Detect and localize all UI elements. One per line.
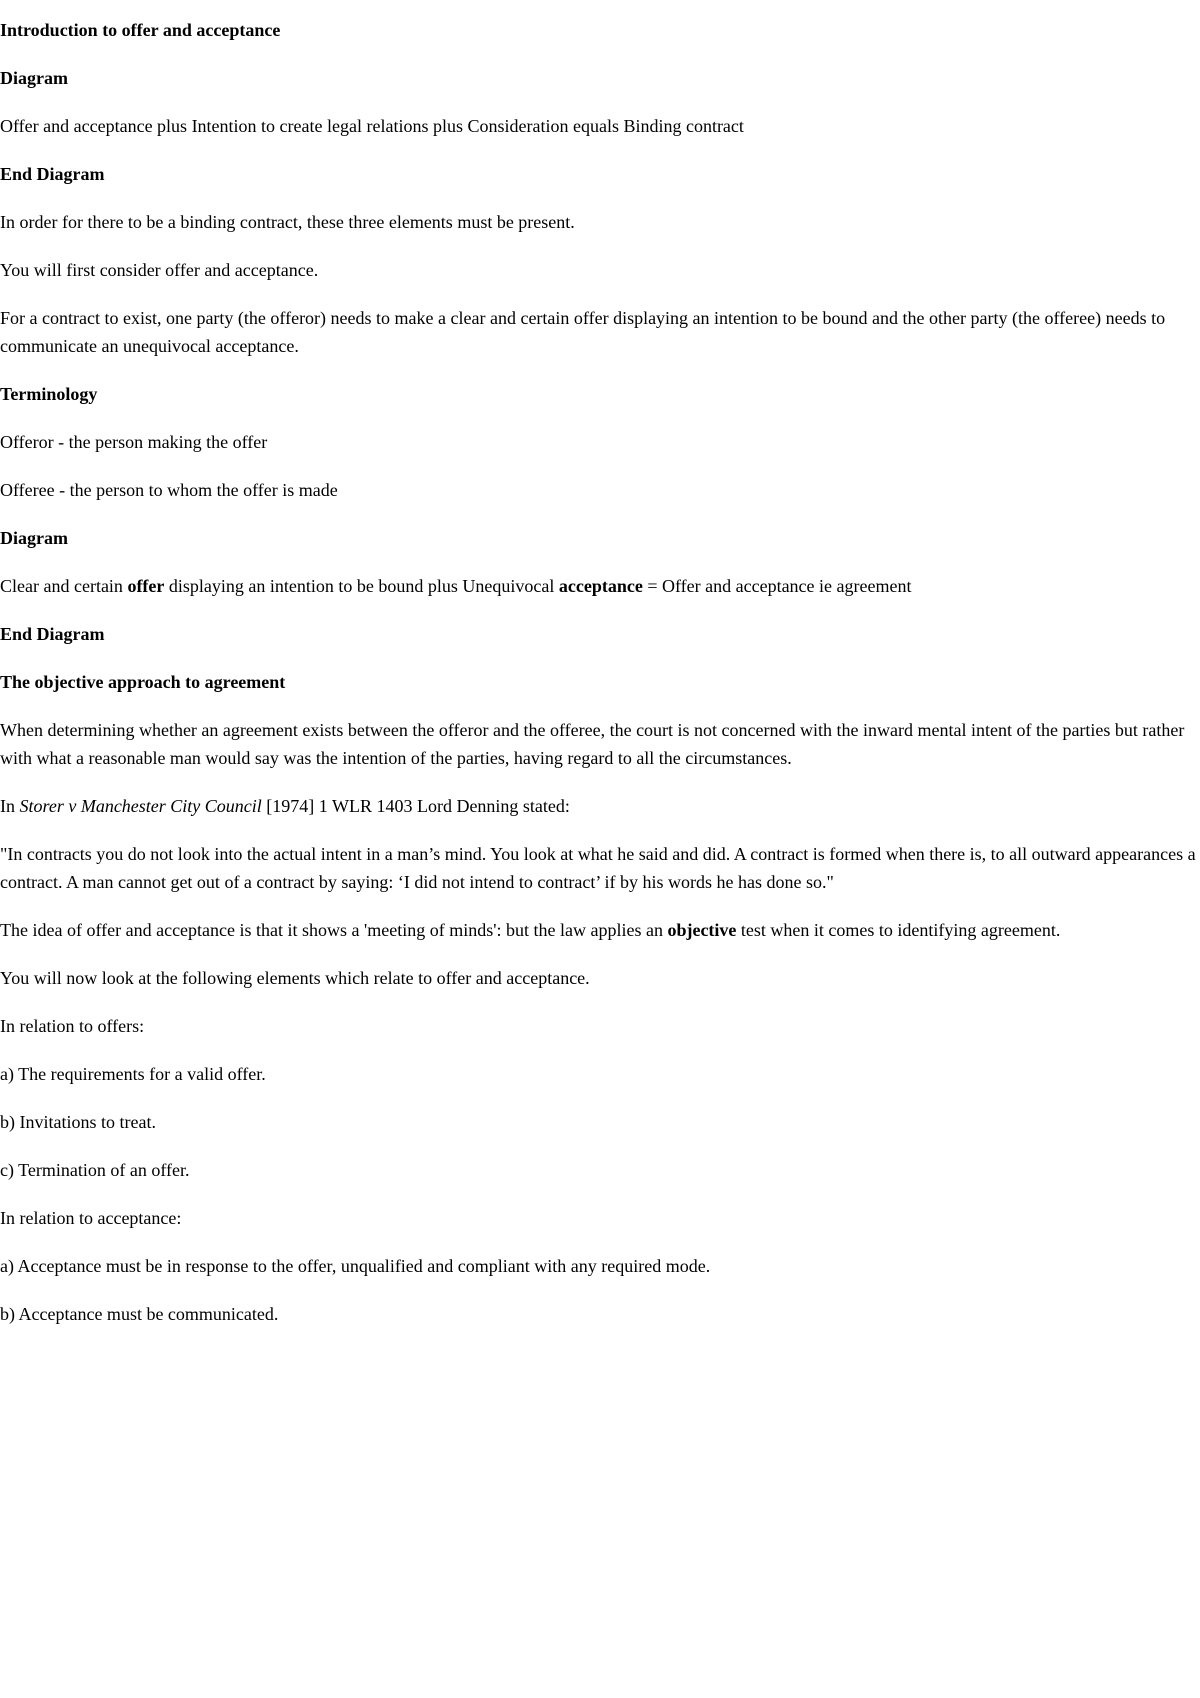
case-prefix: In [0, 796, 20, 816]
paragraph: You will now look at the following elements which relate to offer and acceptance. [0, 968, 590, 988]
list-item: b) Acceptance must be communicated. [0, 1304, 279, 1324]
terminology-heading: Terminology [0, 384, 98, 404]
case-citation [0, 792, 1200, 820]
diagram-text-part: displaying an intention to be bound plus Unequivocal [164, 576, 559, 596]
diagram-text-bold: offer [127, 576, 165, 596]
paragraph [0, 916, 1200, 944]
diagram-label-end: End Diagram [0, 164, 105, 184]
list-item: c) Termination of an offer. [0, 1160, 190, 1180]
terminology-offeree: Offeree - the person to whom the offer is made [0, 480, 338, 500]
offers-intro: In relation to offers: [0, 1016, 145, 1036]
case-suffix: [1974] 1 WLR 1403 Lord Denning stated: [261, 796, 570, 816]
paragraph: In order for there to be a binding contract, these three elements must be present. [0, 212, 575, 232]
terminology-offeror: Offeror - the person making the offer [0, 432, 268, 452]
diagram-label-end: End Diagram [0, 624, 105, 644]
acceptance-intro: In relation to acceptance: [0, 1208, 182, 1228]
text-part: test when it comes to identifying agreement. [736, 920, 1061, 940]
text-part: The idea of offer and acceptance is that it shows a 'meeting of minds': but the law applies an [0, 920, 668, 940]
diagram-text [0, 572, 1200, 600]
section-heading: The objective approach to agreement [0, 672, 286, 692]
page-title: Introduction to offer and acceptance [0, 20, 281, 40]
text-bold: objective [667, 920, 737, 940]
paragraph: For a contract to exist, one party (the offeror) needs to make a clear and certain offer displaying an intention to be bound and the other party (the offeree) needs to communicate an unequivocal acceptance. [0, 308, 1166, 356]
list-item: b) Invitations to treat. [0, 1112, 156, 1132]
diagram-text-bold: acceptance [558, 576, 643, 596]
diagram-text-part: Clear and certain [0, 576, 128, 596]
paragraph: When determining whether an agreement exists between the offeror and the offeree, the court is not concerned with the inward mental intent of the parties but rather with what a reasonable man would say was the intention of the parties, having regard to all the circumstances. [0, 720, 1185, 768]
quotation: "In contracts you do not look into the actual intent in a man’s mind. You look at what he said and did. A contract is formed when there is, to all outward appearances a contract. A man cannot get out of a contract by saying: ‘I did not intend to contract’ if by his words he has done so." [0, 844, 1196, 892]
list-item: a) Acceptance must be in response to the offer, unqualified and compliant with any required mode. [0, 1256, 711, 1276]
list-item: a) The requirements for a valid offer. [0, 1064, 266, 1084]
diagram-label-start: Diagram [0, 68, 68, 88]
paragraph: You will first consider offer and acceptance. [0, 260, 319, 280]
case-name: Storer v Manchester City Council [19, 796, 262, 816]
diagram-text-part: = Offer and acceptance ie agreement [642, 576, 912, 596]
diagram-text: Offer and acceptance plus Intention to create legal relations plus Consideration equals Binding contract [0, 116, 744, 136]
diagram-label-start: Diagram [0, 528, 68, 548]
